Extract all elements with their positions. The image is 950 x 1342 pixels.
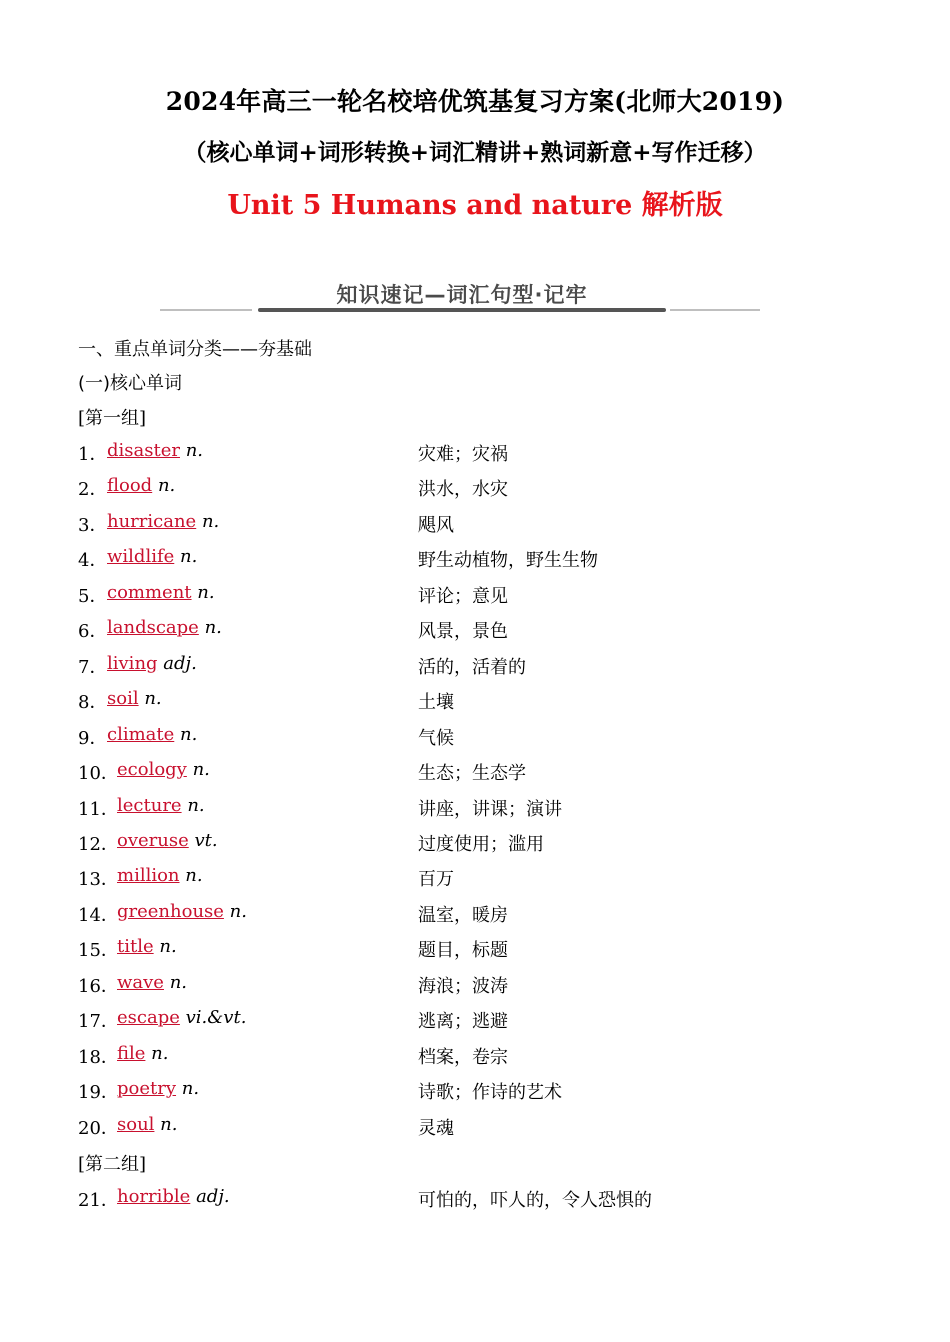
vocab-number: 19．: [78, 1082, 119, 1104]
vocab-number: 14．: [78, 904, 119, 926]
vocab-term: [117, 936, 177, 957]
vocab-row: [78, 1078, 878, 1108]
part-of-speech: adj.: [196, 1186, 230, 1207]
vocab-meaning: 百万: [418, 869, 454, 891]
vocab-meaning: 灵魂: [418, 1117, 454, 1139]
vocab-word: million: [117, 865, 180, 887]
document-subtitle: （核心单词+词形转换+词汇精讲+熟词新意+写作迁移）: [183, 139, 767, 166]
section-banner: [160, 276, 760, 320]
vocab-word: lecture: [117, 794, 182, 816]
vocab-row: [78, 1186, 878, 1216]
part-of-speech: n.: [180, 723, 198, 745]
vocab-meaning: 逃离；逃避: [418, 1011, 508, 1033]
vocab-row: [78, 511, 878, 541]
group-label: [第二组]: [78, 1154, 147, 1175]
vocab-word: soul: [117, 1113, 155, 1135]
part-of-speech: n.: [180, 546, 198, 568]
vocab-row: [78, 688, 878, 718]
vocab-meaning: 气候: [418, 727, 454, 749]
part-of-speech: n.: [185, 440, 204, 461]
vocab-number: 15．: [78, 940, 119, 962]
vocab-term: [117, 1007, 246, 1028]
vocab-number: 18．: [78, 1046, 119, 1068]
vocab-term: [117, 1114, 178, 1135]
vocab-number: 2．: [78, 479, 108, 501]
vocab-word: hurricane: [107, 510, 197, 532]
part-of-speech: n.: [160, 1113, 178, 1135]
vocab-word: wave: [117, 971, 164, 993]
part-of-speech: n.: [144, 688, 162, 710]
vocab-word: ecology: [117, 759, 187, 781]
vocab-meaning: 活的，活着的: [418, 656, 526, 678]
unit-title: Unit 5 Humans and nature 解析版: [227, 190, 723, 221]
vocab-number: 1．: [78, 444, 108, 465]
part-of-speech: n.: [229, 900, 247, 922]
vocab-meaning: 题目，标题: [418, 940, 508, 962]
vocab-word: title: [117, 936, 154, 958]
vocab-word: greenhouse: [117, 900, 224, 922]
vocab-word: disaster: [107, 440, 180, 461]
vocab-row: [78, 653, 878, 683]
vocab-row: [78, 759, 878, 789]
vocab-meaning: 洪水，水灾: [418, 479, 508, 501]
vocab-row: [78, 617, 878, 647]
part-of-speech: n.: [181, 1078, 200, 1100]
part-of-speech: n.: [192, 759, 210, 781]
group-label: [第一组]: [78, 408, 147, 429]
part-of-speech: n.: [197, 581, 215, 603]
banner-text: 知识速记—词汇句型·记牢: [336, 283, 588, 307]
vocab-row: [78, 1043, 878, 1073]
vocab-number: 11．: [78, 798, 119, 820]
vocab-meaning: 过度使用；滥用: [418, 833, 544, 855]
vocab-number: 16．: [78, 975, 119, 997]
vocab-number: 9．: [78, 727, 108, 749]
vocab-number: 3．: [78, 514, 108, 536]
part-of-speech: n.: [151, 1042, 169, 1064]
vocab-term: [107, 582, 215, 603]
vocab-term: [117, 865, 203, 886]
vocab-number: 13．: [78, 869, 119, 891]
vocab-term: [107, 475, 175, 496]
vocab-row: [78, 440, 878, 470]
vocab-word: soil: [107, 688, 139, 710]
section-subheading: (一)核心单词: [78, 373, 183, 394]
vocab-word: climate: [107, 723, 175, 745]
vocab-term: [107, 511, 219, 532]
vocab-term: [107, 688, 162, 709]
vocab-term: [117, 795, 205, 816]
banner-left-divider: [160, 309, 252, 311]
vocab-row: [78, 936, 878, 966]
vocab-meaning: 灾难；灾祸: [418, 444, 508, 465]
vocab-meaning: 风景，景色: [418, 621, 508, 643]
vocab-row: [78, 830, 878, 860]
vocab-number: 17．: [78, 1011, 119, 1033]
vocab-term: [117, 901, 247, 922]
part-of-speech: vt.: [194, 829, 218, 851]
vocab-meaning: 野生动植物，野生生物: [418, 550, 598, 572]
vocab-meaning: 讲座，讲课；演讲: [418, 798, 562, 820]
vocab-row: [78, 1007, 878, 1037]
vocab-meaning: 评论；意见: [418, 585, 508, 607]
vocab-word: file: [117, 1042, 146, 1064]
vocab-number: 5．: [78, 585, 108, 607]
vocab-meaning: 飓风: [418, 514, 454, 536]
banner-right-divider: [670, 309, 760, 311]
vocab-meaning: 温室，暖房: [418, 904, 508, 926]
vocab-row: [78, 865, 878, 895]
vocab-term: [117, 830, 218, 851]
vocab-meaning: 海浪；波涛: [418, 975, 508, 997]
vocab-row: [78, 724, 878, 754]
part-of-speech: n.: [201, 510, 220, 532]
vocab-term: [117, 1078, 199, 1099]
vocab-number: 6．: [78, 621, 108, 643]
vocab-number: 7．: [78, 656, 108, 678]
vocab-meaning: 土壤: [418, 692, 454, 714]
vocab-term: [117, 759, 210, 780]
vocab-row: [78, 901, 878, 931]
vocab-meaning: 档案，卷宗: [418, 1046, 508, 1068]
vocab-row: [78, 546, 878, 576]
vocab-term: [107, 617, 222, 638]
vocab-meaning: 生态；生态学: [418, 763, 526, 785]
vocab-row: [78, 475, 878, 505]
vocab-number: 10．: [78, 763, 119, 785]
part-of-speech: n.: [157, 475, 176, 497]
vocab-number: 8．: [78, 692, 108, 714]
vocab-term: [117, 1186, 230, 1207]
vocab-row: [78, 972, 878, 1002]
part-of-speech: n.: [187, 794, 205, 816]
vocab-meaning: 可怕的，吓人的，令人恐惧的: [418, 1190, 652, 1211]
vocab-row: [78, 795, 878, 825]
part-of-speech: n.: [159, 936, 177, 958]
vocab-word: overuse: [117, 829, 189, 851]
vocab-meaning: 诗歌；作诗的艺术: [418, 1082, 562, 1104]
vocab-word: escape: [117, 1007, 180, 1029]
vocab-term: [117, 1043, 168, 1064]
vocab-term: [107, 653, 197, 674]
vocab-word: living: [107, 652, 158, 674]
vocab-term: [117, 972, 187, 993]
vocab-term: [107, 546, 197, 567]
vocab-number: 21．: [78, 1190, 119, 1211]
vocab-term: [107, 724, 197, 745]
vocab-number: 12．: [78, 833, 119, 855]
part-of-speech: adj.: [163, 652, 197, 674]
part-of-speech: vi.&vt.: [185, 1007, 247, 1029]
vocab-row: [78, 1114, 878, 1144]
vocab-number: 20．: [78, 1117, 119, 1139]
part-of-speech: n.: [185, 865, 203, 887]
vocab-word: comment: [107, 581, 192, 603]
section-heading: 一、重点单词分类——夯基础: [78, 339, 312, 360]
vocab-row: [78, 582, 878, 612]
vocab-word: flood: [107, 475, 153, 497]
part-of-speech: n.: [204, 617, 222, 639]
vocab-word: poetry: [117, 1078, 177, 1100]
vocab-word: horrible: [117, 1186, 191, 1207]
vocab-term: [107, 440, 203, 461]
vocab-word: landscape: [107, 617, 199, 639]
vocab-word: wildlife: [107, 546, 175, 568]
part-of-speech: n.: [169, 971, 188, 993]
vocab-number: 4．: [78, 550, 108, 572]
document-title: 2024年高三一轮名校培优筑基复习方案(北师大2019): [165, 87, 785, 116]
